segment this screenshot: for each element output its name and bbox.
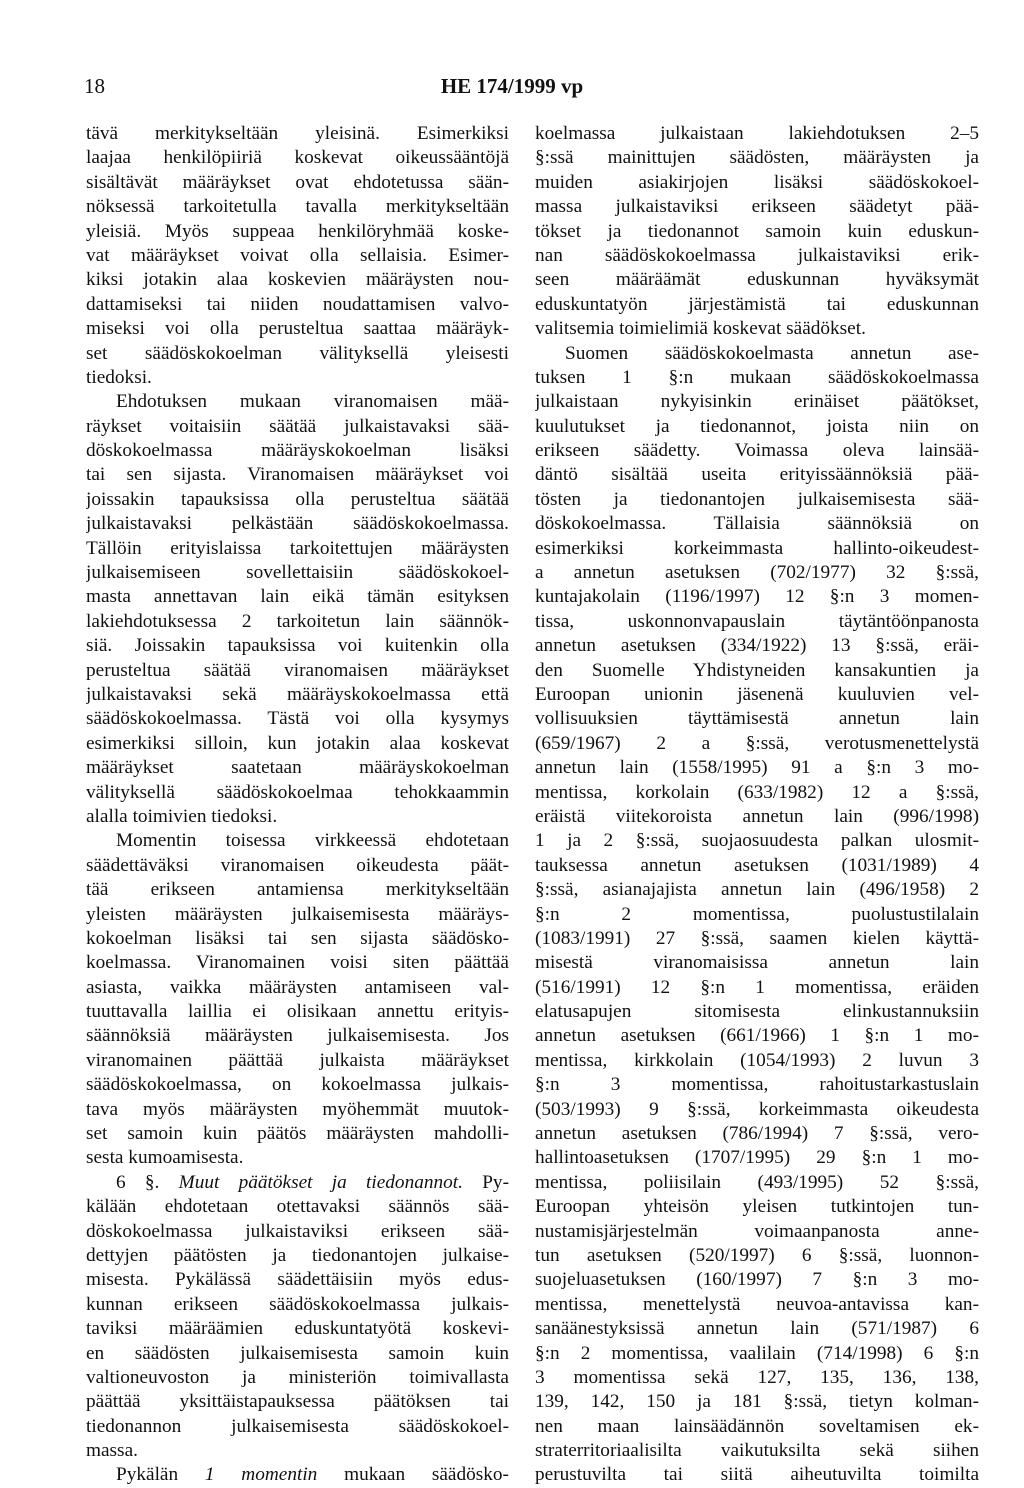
line-text: misesta. Pykälässä säädettäisiin myös edus- [86, 1269, 509, 1291]
text-line [86, 1122, 509, 1146]
line-text: set samoin kuin päätös määräysten mahdolli- [86, 1123, 509, 1145]
text-line [86, 1171, 509, 1195]
text-line [535, 1195, 979, 1219]
text-line [535, 1317, 979, 1341]
text-line [535, 805, 979, 829]
line-text: döskokoelmassa määräyskokoelman lisäksi [86, 440, 509, 462]
text-line [535, 1293, 979, 1317]
line-text-continued: Py- [462, 1171, 509, 1193]
text-line [535, 220, 979, 244]
line-text: esimerkiksi silloin, kun jotakin alaa koskevat [86, 732, 509, 754]
text-line [535, 122, 979, 146]
line-text: mentissa, menettelystä neuvoa-antavissa kan- [535, 1293, 979, 1315]
text-line [86, 781, 509, 805]
line-text: säädöskokoelmassa, on kokoelmassa julkais- [86, 1074, 509, 1096]
text-line [535, 1024, 979, 1048]
line-text: kuulutukset ja tiedonannot, joista niin on [535, 415, 979, 437]
text-line [86, 707, 509, 731]
text-line [535, 366, 979, 390]
text-line [86, 878, 509, 902]
line-text: julkaistaan nykyisinkin erinäiset päätökset, [535, 391, 979, 413]
line-text: en säädösten julkaisemisesta samoin kuin [86, 1342, 509, 1364]
text-line [535, 1073, 979, 1097]
line-text: tai sen sijasta. Viranomaisen määräykset voi [86, 464, 509, 486]
text-line [535, 488, 979, 512]
line-text: massa julkaistaviksi erikseen säädetyt pää- [535, 196, 979, 218]
line-text: yleisten määräysten julkaisemisesta määräys- [86, 903, 509, 925]
line-text: asiasta, vaikka määräysten antamiseen val- [86, 976, 509, 998]
line-text: säännöksiä määräysten julkaisemisesta. Jos [86, 1025, 509, 1047]
text-line [535, 561, 979, 585]
line-text: nan säädöskokoelmassa julkaistaviksi erik- [535, 244, 979, 266]
text-line [86, 1317, 509, 1341]
text-line [535, 1098, 979, 1122]
text-line [535, 683, 979, 707]
line-text: misestä viranomaisissa annetun lain [535, 952, 979, 974]
line-text: määräykset saatetaan määräyskokoelman [86, 757, 509, 779]
line-text: masta annettavan lain eikä tämän esityksen [86, 586, 509, 608]
text-line [535, 171, 979, 195]
line-text: alalla toimivien tiedoksi. [86, 805, 278, 827]
line-text: Momentin toisessa virkkeessä ehdotetaan [116, 830, 509, 852]
line-text: välityksellä säädöskokoelmaa tehokkaammin [86, 781, 509, 803]
line-text: (1083/1991) 27 §:ssä, saamen kielen käyttä- [535, 927, 979, 949]
text-line [86, 122, 509, 146]
line-text: viranomainen päättää julkaista määräykset [86, 1049, 509, 1071]
line-text: tösten ja tiedonantojen julkaisemisesta sää- [535, 488, 979, 510]
text-line [535, 634, 979, 658]
text-line [86, 903, 509, 927]
line-text: §:n 2 momentissa, puolustustilalain [535, 903, 979, 925]
line-text: esimerkiksi korkeimmasta hallinto-oikeudest- [535, 537, 979, 559]
text-line [535, 1171, 979, 1195]
line-text: suojeluasetuksen (160/1997) 7 §:n 3 mo- [535, 1269, 979, 1291]
line-text: 6 §. [116, 1171, 160, 1193]
line-text: (659/1967) 2 a §:ssä, verotusmenettelystä [535, 732, 979, 754]
text-line [535, 1439, 979, 1463]
text-line [86, 1366, 509, 1390]
text-line [535, 317, 979, 341]
line-text: (516/1991) 12 §:n 1 momentissa, eräiden [535, 976, 979, 998]
line-text: räykset voitaisiin säätää julkaistavaksi sää- [86, 415, 509, 437]
text-line [86, 1146, 509, 1170]
text-line [86, 488, 509, 512]
text-line [535, 537, 979, 561]
text-line [86, 342, 509, 366]
line-text: tun asetuksen (520/1997) 6 §:ssä, luonnon- [535, 1244, 979, 1266]
text-line [535, 1000, 979, 1024]
text-line [535, 1220, 979, 1244]
text-line [535, 610, 979, 634]
text-line [535, 463, 979, 487]
text-line [535, 342, 979, 366]
line-text: tävä merkitykseltään yleisinä. Esimerkiksi [86, 123, 509, 144]
line-text: siä. Joissakin tapauksissa voi kuitenkin olla [86, 635, 509, 657]
text-line [535, 268, 979, 292]
text-line [86, 1293, 509, 1317]
text-line [86, 1220, 509, 1244]
line-text: valitsemia toimielimiä koskevat säädökset. [535, 318, 866, 340]
text-line [86, 634, 509, 658]
line-text: hallintoasetuksen (1707/1995) 29 §:n 1 mo- [535, 1147, 979, 1169]
text-line [535, 585, 979, 609]
line-text: annetun asetuksen (786/1994) 7 §:ssä, vero- [535, 1123, 979, 1145]
line-text: Tällöin erityislaissa tarkoitettujen määräysten [86, 537, 509, 559]
text-line [535, 415, 979, 439]
line-text: straterritoriaalisilta vaikutuksilta sekä siihen [535, 1440, 979, 1462]
text-line [535, 1122, 979, 1146]
text-line [86, 1390, 509, 1414]
text-line [535, 951, 979, 975]
text-line [535, 1244, 979, 1268]
line-text: lakiehdotuksessa 2 tarkoitetun lain säännök- [86, 610, 509, 632]
line-text: mentissa, kirkkolain (1054/1993) 2 luvun 3 [535, 1049, 979, 1071]
text-line [86, 1463, 509, 1487]
line-text: tava myös määräysten myöhemmät muutok- [86, 1098, 509, 1120]
line-text: julkaistavaksi sekä määräyskokoelmassa että [86, 683, 509, 705]
line-text: 1 ja 2 §:ssä, suojaosuudesta palkan ulosmit- [535, 830, 979, 852]
text-line [86, 1342, 509, 1366]
text-line [535, 878, 979, 902]
text-line [535, 756, 979, 780]
line-text: nen maan lainsäädännön soveltamisen ek- [535, 1415, 979, 1437]
text-line [86, 537, 509, 561]
text-line [535, 244, 979, 268]
text-line [535, 1146, 979, 1170]
line-text: annetun asetuksen (661/1966) 1 §:n 1 mo- [535, 1025, 979, 1047]
line-text: vat määräykset voivat olla sellaisia. Esimer- [86, 244, 509, 266]
text-line [86, 463, 509, 487]
italic-heading: Muut päätökset ja tiedonannot. [178, 1171, 463, 1193]
line-text: mentissa, poliisilain (493/1995) 52 §:ssä, [535, 1171, 979, 1193]
line-text: däntö sisältää useita erityissäännöksiä pää- [535, 464, 979, 486]
line-text: sesta kumoamisesta. [86, 1147, 244, 1169]
text-line [86, 561, 509, 585]
line-text: 3 momentissa sekä 127, 135, 136, 138, [535, 1366, 979, 1388]
line-text: yleisiä. Myös suppeaa henkilöryhmää koske- [86, 220, 509, 242]
text-line [535, 903, 979, 927]
line-text: §:ssä, asianajajista annetun lain (496/1958) 2 [535, 879, 979, 901]
line-text: tökset ja tiedonannot samoin kuin eduskun- [535, 220, 979, 242]
line-text: mentissa, korkolain (633/1982) 12 a §:ssä, [535, 781, 979, 803]
line-text: Pykälän [116, 1464, 205, 1486]
line-text: tissa, uskonnonvapauslain täytäntöönpanosta [535, 610, 979, 632]
text-line [86, 829, 509, 853]
text-line [86, 585, 509, 609]
text-line [86, 317, 509, 341]
text-line [86, 976, 509, 1000]
text-line [86, 1000, 509, 1024]
line-text: a annetun asetuksen (702/1977) 32 §:ssä, [535, 562, 979, 584]
text-line [86, 220, 509, 244]
line-text: kokoelman lisäksi tai sen sijasta säädösko- [86, 927, 509, 949]
text-line [535, 1268, 979, 1292]
line-text-continued: mukaan säädösko- [317, 1464, 509, 1486]
line-text: annetun asetuksen (334/1922) 13 §:ssä, eräi- [535, 635, 979, 657]
text-line [86, 512, 509, 536]
line-text: säädöskokoelmassa. Tästä voi olla kysymys [86, 708, 509, 730]
line-text: dettyjen päätösten ja tiedonantojen julkaise- [86, 1244, 509, 1266]
text-line [535, 390, 979, 414]
text-line [86, 659, 509, 683]
text-line [535, 854, 979, 878]
line-text: tää erikseen antamiensa merkitykseltään [86, 879, 509, 901]
line-text: sanäänestyksissä annetun lain (571/1987) 6 [535, 1318, 979, 1340]
line-text: tuuttavalla laillia ei olisikaan annettu erityis- [86, 1001, 509, 1023]
line-text: döskokoelmassa. Tällaisia säännöksiä on [535, 513, 979, 535]
line-text: päättää yksittäistapauksessa päätöksen tai [86, 1391, 509, 1413]
line-text: laajaa henkilöpiiriä koskevat oikeussääntöjä [86, 147, 509, 169]
line-text: joissakin tapauksissa olla perusteltua säätää [86, 488, 509, 510]
text-line [535, 659, 979, 683]
text-line [86, 951, 509, 975]
text-line [86, 171, 509, 195]
text-line [86, 854, 509, 878]
italic-heading: 1 momentin [204, 1464, 318, 1486]
line-text: sisältävät määräykset ovat ehdotetussa sään- [86, 171, 509, 193]
line-text: koelmassa. Viranomainen voisi siten päättää [86, 952, 509, 974]
text-line [86, 1049, 509, 1073]
line-text: tuksen 1 §:n mukaan säädöskokoelmassa [535, 366, 979, 388]
text-line [535, 976, 979, 1000]
line-text: säädettäväksi viranomaisen oikeudesta päät- [86, 854, 509, 876]
text-line [535, 927, 979, 951]
line-text: kuntajakolain (1196/1997) 12 §:n 3 momen- [535, 586, 979, 608]
left-column [86, 122, 509, 1488]
line-text: perustuvilta tai siitä aiheutuvilta toimilta [535, 1464, 979, 1486]
line-text: set säädöskokoelman välityksellä yleisesti [86, 342, 509, 364]
text-line [535, 146, 979, 170]
text-line [86, 1244, 509, 1268]
line-text: elatusapujen sitomisesta elinkustannuksiin [535, 1001, 979, 1023]
running-header: HE 174/1999 vp [440, 74, 584, 98]
text-line [535, 829, 979, 853]
text-line [86, 1073, 509, 1097]
line-text: tiedonannon julkaisemisesta säädöskokoel- [86, 1415, 509, 1437]
text-line [86, 732, 509, 756]
line-text: dattamiseksi tai niiden noudattamisen valvo- [86, 293, 509, 315]
line-text: perusteltua säätää viranomaisen määräykset [86, 659, 509, 681]
line-text: julkaistavaksi pelkästään säädöskokoelmassa. [86, 513, 509, 535]
page-number: 18 [84, 74, 105, 98]
text-line [86, 415, 509, 439]
text-line [535, 1463, 979, 1487]
line-text: julkaisemiseen sovellettaisiin säädöskokoel- [86, 562, 509, 584]
line-text: nustamisjärjestelmän voimaanpanosta anne- [535, 1220, 979, 1242]
text-line [86, 805, 509, 829]
line-text: döskokoelmassa julkaistaviksi erikseen sää- [86, 1220, 509, 1242]
text-line [86, 293, 509, 317]
line-text: den Suomelle Yhdistyneiden kansakuntien ja [535, 659, 979, 681]
text-line [86, 390, 509, 414]
text-line [535, 1049, 979, 1073]
line-text: annetun lain (1558/1995) 91 a §:n 3 mo- [535, 757, 979, 779]
line-text: valtioneuvoston ja ministeriön toimivallasta [86, 1366, 509, 1388]
line-text: kälään ehdotetaan otettavaksi säännös sää- [86, 1196, 509, 1218]
text-line [86, 1098, 509, 1122]
line-text: vollisuuksien täyttämisestä annetun lain [535, 708, 979, 730]
right-column [535, 122, 979, 1488]
text-line [86, 756, 509, 780]
line-text: tiedoksi. [86, 366, 152, 388]
text-line [86, 1195, 509, 1219]
text-line [86, 683, 509, 707]
line-text: Euroopan yhteisön yleisen tutkintojen tun- [535, 1196, 979, 1218]
text-line [535, 293, 979, 317]
line-text: seen määräämät eduskunnan hyväksymät [535, 269, 979, 291]
line-text: taviksi määräämien eduskuntatyötä koskevi- [86, 1318, 509, 1340]
line-text: §:n 3 momentissa, rahoitustarkastuslain [535, 1074, 979, 1096]
text-line [535, 1342, 979, 1366]
line-text: nöksessä tarkoitetulla tavalla merkitykseltään [86, 196, 509, 218]
text-line [535, 707, 979, 731]
line-text: 139, 142, 150 ja 181 §:ssä, tietyn kolman- [535, 1391, 979, 1413]
line-text: tauksessa annetun asetuksen (1031/1989) 4 [535, 854, 979, 876]
text-line [535, 781, 979, 805]
text-line [535, 732, 979, 756]
text-line [86, 244, 509, 268]
line-text: massa. [86, 1440, 138, 1462]
text-line [86, 146, 509, 170]
text-line [535, 1390, 979, 1414]
text-line [86, 1415, 509, 1439]
line-text: Euroopan unionin jäsenenä kuuluvien vel- [535, 683, 979, 705]
text-line [86, 1439, 509, 1463]
line-text: eduskuntatyön järjestämistä tai eduskunnan [535, 293, 979, 315]
text-line [86, 1268, 509, 1292]
text-line [86, 1024, 509, 1048]
text-line [86, 195, 509, 219]
text-line [86, 439, 509, 463]
line-text: erikseen säädetty. Voimassa oleva lainsää- [535, 440, 979, 462]
text-line [86, 610, 509, 634]
text-line [86, 268, 509, 292]
text-line [535, 439, 979, 463]
line-text: Suomen säädöskokoelmasta annetun ase- [565, 342, 979, 364]
line-text: miseksi voi olla perusteltua saattaa määräyk- [86, 318, 509, 340]
line-text: koelmassa julkaistaan lakiehdotuksen 2–5 [535, 123, 979, 144]
line-text: muiden asiakirjojen lisäksi säädöskokoel- [535, 171, 979, 193]
line-text: (503/1993) 9 §:ssä, korkeimmasta oikeudesta [535, 1098, 979, 1120]
text-line [535, 1366, 979, 1390]
text-line [86, 366, 509, 390]
text-line [535, 1415, 979, 1439]
text-line [535, 195, 979, 219]
line-text: kunnan erikseen säädöskokoelmassa julkais- [86, 1293, 509, 1315]
line-text: §:n 2 momentissa, vaalilain (714/1998) 6 §:n [535, 1342, 979, 1364]
line-text: eräistä viitekoroista annetun lain (996/1998) [535, 805, 979, 827]
text-line [535, 512, 979, 536]
text-line [86, 927, 509, 951]
line-text: §:ssä mainittujen säädösten, määräysten ja [535, 147, 979, 169]
line-text: kiksi jotakin alaa koskevien määräysten nou- [86, 269, 509, 291]
line-text: Ehdotuksen mukaan viranomaisen mää- [116, 391, 509, 413]
